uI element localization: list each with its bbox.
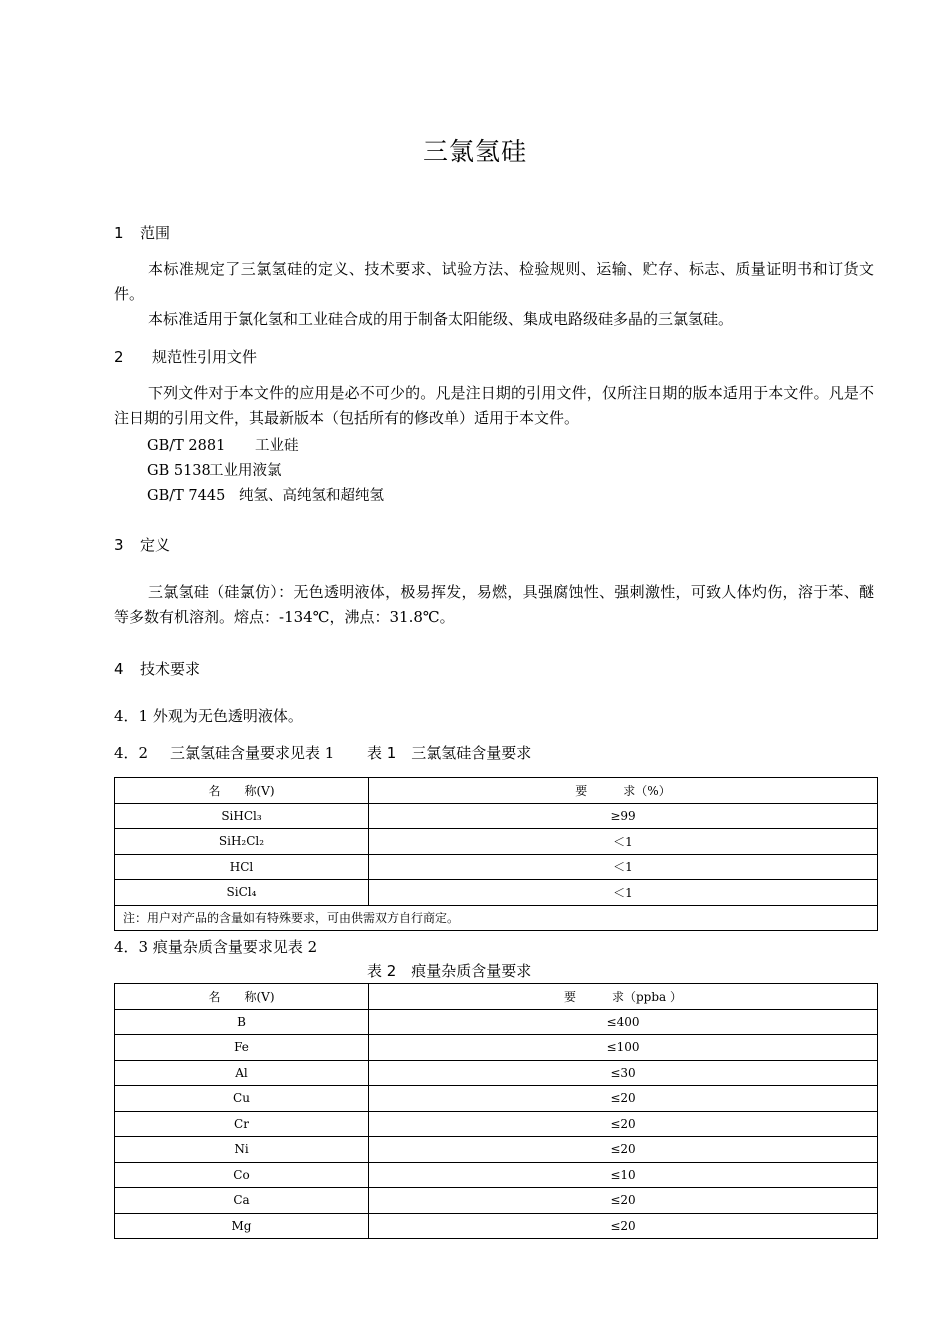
- cell-name: Al: [115, 1060, 369, 1086]
- header-name: 名 称(V): [115, 984, 369, 1010]
- reference-item: [147, 434, 299, 455]
- section-2-paragraph-1: 下列文件对于本文件的应用是必不可少的。凡是注日期的引用文件，仅所注日期的版本适用于本文件。凡是不注日期的引用文件，其最新版本（包括所有的修改单）适用于本文件。: [114, 384, 874, 427]
- cell-value: ≤20: [369, 1137, 878, 1163]
- table-row: [115, 1213, 878, 1239]
- cell-name: Mg: [115, 1213, 369, 1239]
- section-title: 定义: [140, 536, 171, 554]
- cell-name: Ni: [115, 1137, 369, 1163]
- section-number: 1: [114, 224, 124, 242]
- page-title: 三氯氢硅: [422, 137, 527, 166]
- section-number: 3: [114, 536, 124, 554]
- cell-name: Cr: [115, 1111, 369, 1137]
- table-row: [115, 1162, 878, 1188]
- reference-name: 纯氢、高纯氢和超纯氢: [239, 488, 384, 504]
- cell-name: Cu: [115, 1086, 369, 1112]
- cell-value: ≤20: [369, 1188, 878, 1214]
- table-1: [114, 777, 878, 931]
- section-title: 规范性引用文件: [152, 348, 258, 366]
- requirement-4-2: [114, 741, 334, 766]
- cell-name: SiHCl₃: [115, 803, 369, 829]
- table-header-row: [115, 984, 878, 1010]
- cell-value: ＜1: [369, 829, 878, 855]
- reference-item: [147, 484, 384, 505]
- cell-name: HCl: [115, 854, 369, 880]
- cell-value: ≤30: [369, 1060, 878, 1086]
- cell-name: B: [115, 1009, 369, 1035]
- section-3-paragraph-1: 三氯氢硅（硅氯仿）：无色透明液体，极易挥发，易燃，具强腐蚀性、强刺激性，可致人体灼伤，溶于苯、醚等多数有机溶剂。熔点：-134℃，沸点：31.8℃。: [114, 583, 874, 626]
- section-1-paragraph-1: 本标准规定了三氯氢硅的定义、技术要求、试验方法、检验规则、运输、贮存、标志、质量证明书和订货文件。: [114, 260, 874, 303]
- cell-name: Co: [115, 1162, 369, 1188]
- reference-name: 工业硅: [255, 438, 299, 454]
- table-row: [115, 880, 878, 906]
- cell-value: ＜1: [369, 880, 878, 906]
- cell-name: SiH₂Cl₂: [115, 829, 369, 855]
- reference-item: [147, 459, 282, 480]
- table-2: [114, 983, 878, 1239]
- table-row: [115, 1137, 878, 1163]
- cell-value: ≥99: [369, 803, 878, 829]
- table-row: [115, 803, 878, 829]
- section-1-heading: [114, 222, 170, 243]
- header-requirement: 要 求（%）: [369, 778, 878, 804]
- requirement-text: 三氯氢硅含量要求见表 1: [170, 744, 335, 762]
- table-row: [115, 1009, 878, 1035]
- section-number: 2: [114, 348, 124, 366]
- header-name: 名 称(V): [115, 778, 369, 804]
- table-row: [115, 1086, 878, 1112]
- table-header-row: [115, 778, 878, 804]
- requirement-4-3: 4．3 痕量杂质含量要求见表 2: [114, 938, 318, 956]
- cell-value: ≤20: [369, 1111, 878, 1137]
- table-row: [115, 1060, 878, 1086]
- table-row: [115, 1035, 878, 1061]
- table-row: [115, 1188, 878, 1214]
- section-title: 范围: [140, 224, 171, 242]
- cell-name: Fe: [115, 1035, 369, 1061]
- table-2-caption: 表 2 痕量杂质含量要求: [367, 962, 532, 980]
- cell-name: SiCl₄: [115, 880, 369, 906]
- section-title: 技术要求: [140, 660, 201, 678]
- reference-code: GB/T 7445: [147, 488, 226, 504]
- reference-name: 工业用液氯: [209, 463, 282, 479]
- reference-code: GB/T 2881: [147, 438, 226, 454]
- cell-value: ≤20: [369, 1086, 878, 1112]
- reference-code: GB 5138: [147, 463, 211, 479]
- cell-value: ≤10: [369, 1162, 878, 1188]
- table-row: [115, 1111, 878, 1137]
- section-4-heading: [114, 658, 200, 679]
- table-note-row: [115, 905, 878, 931]
- requirement-number: 4．2: [114, 744, 149, 762]
- cell-value: ≤20: [369, 1213, 878, 1239]
- cell-value: ≤100: [369, 1035, 878, 1061]
- table-1-caption: 表 1 三氯氢硅含量要求: [367, 744, 532, 762]
- section-1-paragraph-2: 本标准适用于氯化氢和工业硅合成的用于制备太阳能级、集成电路级硅多晶的三氯氢硅。: [148, 310, 734, 328]
- requirement-4-1: 4．1 外观为无色透明液体。: [114, 707, 303, 725]
- section-3-heading: [114, 534, 170, 555]
- cell-value: ≤400: [369, 1009, 878, 1035]
- cell-value: ＜1: [369, 854, 878, 880]
- section-number: 4: [114, 660, 124, 678]
- table-note: 注：用户对产品的含量如有特殊要求，可由供需双方自行商定。: [115, 905, 878, 931]
- cell-name: Ca: [115, 1188, 369, 1214]
- header-requirement: 要 求（ppba ）: [369, 984, 878, 1010]
- table-row: [115, 854, 878, 880]
- table-row: [115, 829, 878, 855]
- section-2-heading: [114, 346, 257, 367]
